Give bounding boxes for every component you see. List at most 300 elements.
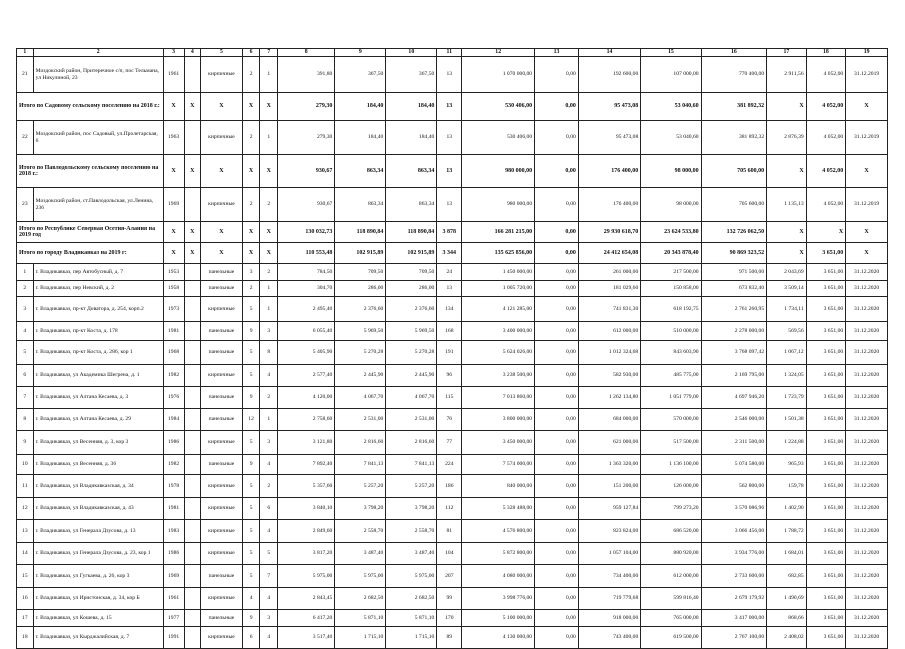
table-cell: 3 651,00 [806, 322, 846, 341]
table-cell: 0,00 [535, 431, 579, 455]
table-cell: 0,00 [535, 498, 579, 520]
subtotal-cell: 98 000,00 [641, 155, 701, 188]
subtotal-row [17, 243, 888, 264]
column-number-cell: 13 [535, 49, 579, 57]
address-cell: г. Владикавказ, пер Невский, д. 2 [33, 281, 163, 297]
table-cell: 765 000,00 [641, 610, 701, 627]
table-row [17, 188, 888, 222]
table-cell: 1 324,05 [767, 365, 807, 387]
table-cell: 880 920,00 [641, 543, 701, 565]
table-cell: 1983 [163, 520, 184, 543]
table-cell: 4 052,00 [806, 188, 846, 222]
table-cell: 3 [260, 322, 278, 341]
table-cell: 2 558,70 [335, 520, 386, 543]
table-cell: 5 270,28 [386, 341, 437, 365]
table-cell: 1 [260, 121, 278, 155]
subtotal-cell: X [242, 93, 260, 121]
address-cell: г. Владикавказ, ул Владикавказская, д. 34 [33, 475, 163, 498]
table-cell: 3 [17, 297, 34, 322]
table-cell: 2 278 000,00 [701, 322, 767, 341]
table-cell: 3 651,00 [806, 588, 846, 610]
table-cell: кирпичные [201, 188, 243, 222]
table-cell: 13 [437, 121, 462, 155]
table-cell: кирпичные [201, 121, 243, 155]
table-cell: 31.12.2020 [846, 264, 888, 281]
column-number-cell: 11 [437, 49, 462, 57]
table-cell: 743 400,00 [578, 627, 640, 649]
column-number-cell: 1 [17, 49, 34, 57]
table-cell: 971 500,00 [701, 264, 767, 281]
table-cell: 1 450 000,00 [462, 264, 535, 281]
subtotal-cell: X [242, 222, 260, 243]
table-cell: 31.12.2020 [846, 409, 888, 431]
table-cell: 0,00 [535, 264, 579, 281]
table-cell: 2 682,50 [335, 588, 386, 610]
table-cell: 599 816,40 [641, 588, 701, 610]
subtotal-cell: 0,00 [535, 93, 579, 121]
subtotal-cell: 0,00 [535, 243, 579, 264]
table-cell: 1 012 324,68 [578, 341, 640, 365]
table-cell: 224 [437, 455, 462, 475]
address-cell: г. Владикавказ, пр-кт Доватора, д. 254, корп.2 [33, 297, 163, 322]
subtotal-cell: X [201, 243, 243, 264]
table-cell [184, 264, 201, 281]
address-cell: г. Владикавказ, ул Кырджалийская, д. 7 [33, 627, 163, 649]
table-cell: 184,40 [386, 121, 437, 155]
table-cell: 168 [437, 322, 462, 341]
table-cell: 619 500,00 [641, 627, 701, 649]
table-cell: кирпичные [201, 475, 243, 498]
table-cell: панельные [201, 610, 243, 627]
subtotal-cell: X [260, 243, 278, 264]
table-cell: 0,00 [535, 341, 579, 365]
table-cell: 2 [17, 281, 34, 297]
table-cell: 5 969,50 [386, 322, 437, 341]
table-cell: панельные [201, 322, 243, 341]
table-cell: 3 [260, 431, 278, 455]
table-cell: 517 500,00 [641, 431, 701, 455]
address-cell: г. Владикавказ, ул Весенняя, д. 3, кор 3 [33, 431, 163, 455]
table-cell: 863,34 [386, 188, 437, 222]
table-cell: 9 [242, 455, 260, 475]
table-cell: 0,00 [535, 188, 579, 222]
table-cell: 0,00 [535, 588, 579, 610]
subtotal-cell: 102 915,89 [386, 243, 437, 264]
table-cell: 1976 [163, 387, 184, 409]
table-cell: 686 520,00 [641, 520, 701, 543]
address-cell: г. Владикавказ, ул Весенняя, д. 36 [33, 455, 163, 475]
column-number-cell: 17 [767, 49, 807, 57]
table-cell: 31.12.2020 [846, 475, 888, 498]
column-number-header-row [17, 49, 888, 57]
table-cell: 217 500,00 [641, 264, 701, 281]
table-cell: 98 000,00 [641, 188, 701, 222]
table-cell: 2 761 260,95 [701, 297, 767, 322]
subtotal-row [17, 222, 888, 243]
address-cell: Моздокский район, пос Садовый, ул.Пролетарская, 6 [33, 121, 163, 155]
table-cell: 2 408,02 [767, 627, 807, 649]
subtotal-cell: 4 052,00 [806, 155, 846, 188]
table-cell: 1 051 779,00 [641, 387, 701, 409]
table-cell: 741 831,30 [578, 297, 640, 322]
table-cell: 1 788,72 [767, 520, 807, 543]
column-number-cell: 16 [701, 49, 767, 57]
subtotal-cell: 0,00 [535, 222, 579, 243]
column-number-cell: 12 [462, 49, 535, 57]
table-cell: 5 328 488,00 [462, 498, 535, 520]
table-cell: 562 800,00 [701, 475, 767, 498]
subtotal-cell: 0,00 [535, 155, 579, 188]
table-cell: 2 558,70 [386, 520, 437, 543]
table-cell: 2 [260, 387, 278, 409]
capital-repair-table [16, 48, 888, 649]
table-cell: кирпичные [201, 520, 243, 543]
table-cell: 31.12.2020 [846, 498, 888, 520]
table-cell: 1 363 320,00 [578, 455, 640, 475]
table-cell: 3 487,40 [335, 543, 386, 565]
table-cell: 11 [17, 475, 34, 498]
address-cell: г. Владикавказ, пер Автобусный, д. 7 [33, 264, 163, 281]
table-cell [184, 341, 201, 365]
subtotal-cell: 930,67 [278, 155, 335, 188]
table-cell: 5 357,60 [278, 475, 335, 498]
table-cell: 367,50 [386, 57, 437, 93]
table-cell: 14 [17, 543, 34, 565]
subtotal-cell: 130 032,73 [278, 222, 335, 243]
subtotal-cell: 279,30 [278, 93, 335, 121]
table-cell: 2 911,56 [767, 57, 807, 93]
table-cell: 16 [17, 588, 34, 610]
table-cell: 1977 [163, 610, 184, 627]
table-row [17, 543, 888, 565]
table-cell: 181 029,60 [578, 281, 640, 297]
table-cell: 2 311 500,00 [701, 431, 767, 455]
column-number-cell: 5 [201, 49, 243, 57]
table-cell: 7 013 860,00 [462, 387, 535, 409]
table-cell: 13 [437, 188, 462, 222]
table-cell: 1 715,10 [335, 627, 386, 649]
table-cell: 2 [260, 475, 278, 498]
table-cell: 76 [437, 409, 462, 431]
subtotal-cell: 110 553,48 [278, 243, 335, 264]
subtotal-cell: X [242, 243, 260, 264]
subtotal-cell: 132 726 062,50 [701, 222, 767, 243]
table-cell: 192 600,00 [578, 57, 640, 93]
table-cell: кирпичные [201, 297, 243, 322]
table-cell: 31.12.2020 [846, 565, 888, 588]
subtotal-cell: 863,34 [335, 155, 386, 188]
table-cell: 4 120,00 [278, 387, 335, 409]
table-cell: панельные [201, 387, 243, 409]
table-cell: 3 651,00 [806, 627, 846, 649]
subtotal-cell: X [163, 222, 184, 243]
table-row [17, 498, 888, 520]
subtotal-cell: X [846, 243, 888, 264]
address-cell: Моздокский район, Притеречное с/п, пос Тельмана, ул Никулиной, 23 [33, 57, 163, 93]
table-cell: кирпичные [201, 588, 243, 610]
table-body [17, 49, 888, 649]
table-cell: 3 651,00 [806, 565, 846, 588]
table-cell: 3 768 097,42 [701, 341, 767, 365]
table-cell: 1 402,90 [767, 498, 807, 520]
subtotal-cell: X [184, 155, 201, 188]
table-cell: 12 [17, 498, 34, 520]
table-cell: 4 067,70 [335, 387, 386, 409]
table-cell: 191 [437, 341, 462, 365]
subtotal-cell: 90 869 323,52 [701, 243, 767, 264]
table-cell: 186 [437, 475, 462, 498]
subtotal-cell: 20 343 878,40 [641, 243, 701, 264]
table-cell: 1 057 104,00 [578, 543, 640, 565]
table-cell: 391,80 [278, 57, 335, 93]
subtotal-cell: 24 412 654,08 [578, 243, 640, 264]
table-cell: 5 [242, 520, 260, 543]
column-number-cell: 15 [641, 49, 701, 57]
table-cell: 31.12.2020 [846, 387, 888, 409]
address-cell: г. Владикавказ, пр-кт Коста, д. 178 [33, 322, 163, 341]
table-cell [184, 588, 201, 610]
table-cell: 3 487,40 [386, 543, 437, 565]
table-cell: 1 [260, 409, 278, 431]
table-cell: 1969 [163, 565, 184, 588]
table-cell: 582 930,00 [578, 365, 640, 387]
table-cell: 5 100 000,00 [462, 610, 535, 627]
table-cell: кирпичные [201, 365, 243, 387]
table-cell: панельные [201, 281, 243, 297]
table-cell: 3 [242, 264, 260, 281]
table-cell [184, 409, 201, 431]
table-cell: 81 [437, 520, 462, 543]
subtotal-cell: X [201, 222, 243, 243]
subtotal-cell: X [163, 155, 184, 188]
table-cell: 207 [437, 565, 462, 588]
table-cell: 1 684,01 [767, 543, 807, 565]
table-cell: 1978 [163, 475, 184, 498]
table-cell: 0,00 [535, 627, 579, 649]
table-cell: 4 697 946,20 [701, 387, 767, 409]
table-cell: 618 192,75 [641, 297, 701, 322]
column-number-cell: 3 [163, 49, 184, 57]
table-cell: 485 775,00 [641, 365, 701, 387]
table-cell: 8 [260, 341, 278, 365]
table-cell: 31.12.2020 [846, 341, 888, 365]
table-row [17, 281, 888, 297]
column-number-cell: 2 [33, 49, 163, 57]
table-cell: 77 [437, 431, 462, 455]
table-cell: 1 135,13 [767, 188, 807, 222]
table-cell: 4 130 000,00 [462, 627, 535, 649]
table-cell: 612 000,00 [578, 322, 640, 341]
table-cell: 705 600,00 [701, 188, 767, 222]
table-cell: 2 531,00 [386, 409, 437, 431]
column-number-cell: 14 [578, 49, 640, 57]
table-cell: 3 651,00 [806, 431, 846, 455]
subtotal-cell: X [242, 155, 260, 188]
table-row [17, 387, 888, 409]
table-cell: 176 400,00 [578, 188, 640, 222]
table-cell: панельные [201, 264, 243, 281]
table-cell: 5 [242, 475, 260, 498]
table-cell: 150 858,00 [641, 281, 701, 297]
address-cell: г. Владикавказ, ул Иристонская, д. 34, кор Б [33, 588, 163, 610]
table-row [17, 121, 888, 155]
subtotal-cell: 118 890,84 [386, 222, 437, 243]
table-cell: 709,50 [386, 264, 437, 281]
table-cell: 3 651,00 [806, 341, 846, 365]
subtotal-cell: 95 473,08 [578, 93, 640, 121]
table-cell: 709,50 [335, 264, 386, 281]
table-cell: 31.12.2020 [846, 281, 888, 297]
table-row [17, 520, 888, 543]
table-cell: 31.12.2020 [846, 365, 888, 387]
table-cell: 5 871,10 [335, 610, 386, 627]
table-cell: панельные [201, 341, 243, 365]
table-cell: 1981 [163, 322, 184, 341]
subtotal-cell: 102 915,89 [335, 243, 386, 264]
table-cell [184, 565, 201, 588]
table-cell: 31.12.2020 [846, 610, 888, 627]
table-row [17, 455, 888, 475]
address-cell: г. Владикавказ, ул Академика Шегрена, д. 1 [33, 365, 163, 387]
table-cell: 3 840,10 [278, 498, 335, 520]
table-cell: 2 [260, 188, 278, 222]
table-cell: 3 066 456,00 [701, 520, 767, 543]
subtotal-cell: 530 406,00 [462, 93, 535, 121]
address-cell: Моздокский район, ст.Павлодольская, ул.Ленина, 236 [33, 188, 163, 222]
table-cell: 5 975,00 [386, 565, 437, 588]
table-cell: кирпичные [201, 627, 243, 649]
table-cell [184, 543, 201, 565]
table-cell: 367,50 [335, 57, 386, 93]
table-cell: 31.12.2020 [846, 588, 888, 610]
table-cell: 21 [17, 57, 34, 93]
subtotal-cell: X [806, 222, 846, 243]
table-cell: 719 779,68 [578, 588, 640, 610]
table-cell: 3 998 776,00 [462, 588, 535, 610]
table-cell: 31.12.2019 [846, 121, 888, 155]
table-cell: 5 871,10 [386, 610, 437, 627]
table-cell: 2 816,60 [335, 431, 386, 455]
subtotal-cell: X [184, 243, 201, 264]
table-cell: 5 074 580,00 [701, 455, 767, 475]
table-cell: 5 [242, 297, 260, 322]
table-cell: 684 000,00 [578, 409, 640, 431]
table-cell: кирпичные [201, 431, 243, 455]
table-cell: 1981 [163, 498, 184, 520]
table-cell [184, 387, 201, 409]
table-row [17, 409, 888, 431]
subtotal-cell: X [201, 93, 243, 121]
subtotal-cell: X [767, 243, 807, 264]
table-cell: 4 052,00 [806, 121, 846, 155]
table-cell: 1961 [163, 57, 184, 93]
subtotal-cell: 29 930 618,70 [578, 222, 640, 243]
table-cell: 570 000,00 [641, 409, 701, 431]
table-cell: 0,00 [535, 57, 579, 93]
table-cell: 22 [17, 121, 34, 155]
table-cell: 7 892,40 [278, 455, 335, 475]
table-cell: 5 [242, 498, 260, 520]
table-cell: 4 052,00 [806, 57, 846, 93]
table-cell: 12 [242, 409, 260, 431]
table-cell: 304,70 [278, 281, 335, 297]
subtotal-cell: X [260, 222, 278, 243]
table-cell: 5 [242, 431, 260, 455]
column-number-cell: 10 [386, 49, 437, 57]
table-cell: 4 576 800,00 [462, 520, 535, 543]
subtotal-cell: X [767, 93, 807, 121]
table-cell: 126 000,00 [641, 475, 701, 498]
table-cell: 24 [437, 264, 462, 281]
subtotal-cell: 135 625 856,00 [462, 243, 535, 264]
table-cell: 3 651,00 [806, 543, 846, 565]
table-cell: 9 [242, 387, 260, 409]
table-cell: 3 400 000,00 [462, 322, 535, 341]
table-cell: 1984 [163, 409, 184, 431]
table-cell: 823 824,00 [578, 520, 640, 543]
table-cell [184, 475, 201, 498]
table-cell: 1969 [163, 188, 184, 222]
table-cell: 5 624 026,00 [462, 341, 535, 365]
table-cell: 3 798,20 [335, 498, 386, 520]
table-cell: 4 [260, 627, 278, 649]
table-cell: 9 [17, 431, 34, 455]
table-cell: 53 040,60 [641, 121, 701, 155]
table-cell: 2 445,90 [386, 365, 437, 387]
table-cell: 1 [260, 281, 278, 297]
subtotal-label: Итого по Павлодольскому сельскому поселению на 2018 г.: [17, 155, 164, 188]
table-cell: 0,00 [535, 455, 579, 475]
table-cell: 104 [437, 543, 462, 565]
table-cell [184, 365, 201, 387]
table-cell: 2 679 179,92 [701, 588, 767, 610]
subtotal-cell: X [201, 155, 243, 188]
table-cell: 6 [242, 627, 260, 649]
subtotal-cell: 3 878 [437, 222, 462, 243]
table-cell: 4 [260, 365, 278, 387]
table-cell [184, 610, 201, 627]
table-cell: 530 406,00 [462, 121, 535, 155]
table-cell: кирпичные [201, 57, 243, 93]
subtotal-cell: X [846, 222, 888, 243]
table-cell: 1968 [163, 341, 184, 365]
table-cell: 4 [260, 588, 278, 610]
table-cell: 115 [437, 387, 462, 409]
table-cell [184, 431, 201, 455]
table-cell: 843 603,90 [641, 341, 701, 365]
table-cell: 3 651,00 [806, 387, 846, 409]
table-cell: 0,00 [535, 543, 579, 565]
table-cell: 6 [260, 498, 278, 520]
table-cell: 1 005 720,00 [462, 281, 535, 297]
table-cell: 5 969,50 [335, 322, 386, 341]
table-cell: 2 843,45 [278, 588, 335, 610]
table-row [17, 475, 888, 498]
table-cell: 2 849,60 [278, 520, 335, 543]
table-cell: 2 [242, 281, 260, 297]
table-cell: 286,00 [335, 281, 386, 297]
table-cell: 3 651,00 [806, 409, 846, 431]
table-row [17, 57, 888, 93]
table-cell: 1 [17, 264, 34, 281]
table-cell: 1 067,12 [767, 341, 807, 365]
table-cell: кирпичные [201, 498, 243, 520]
table-cell: 510 000,00 [641, 322, 701, 341]
table-cell: 868,66 [767, 610, 807, 627]
table-cell: 15 [17, 565, 34, 588]
table-cell: 2 546 000,00 [701, 409, 767, 431]
table-cell: 159,78 [767, 475, 807, 498]
